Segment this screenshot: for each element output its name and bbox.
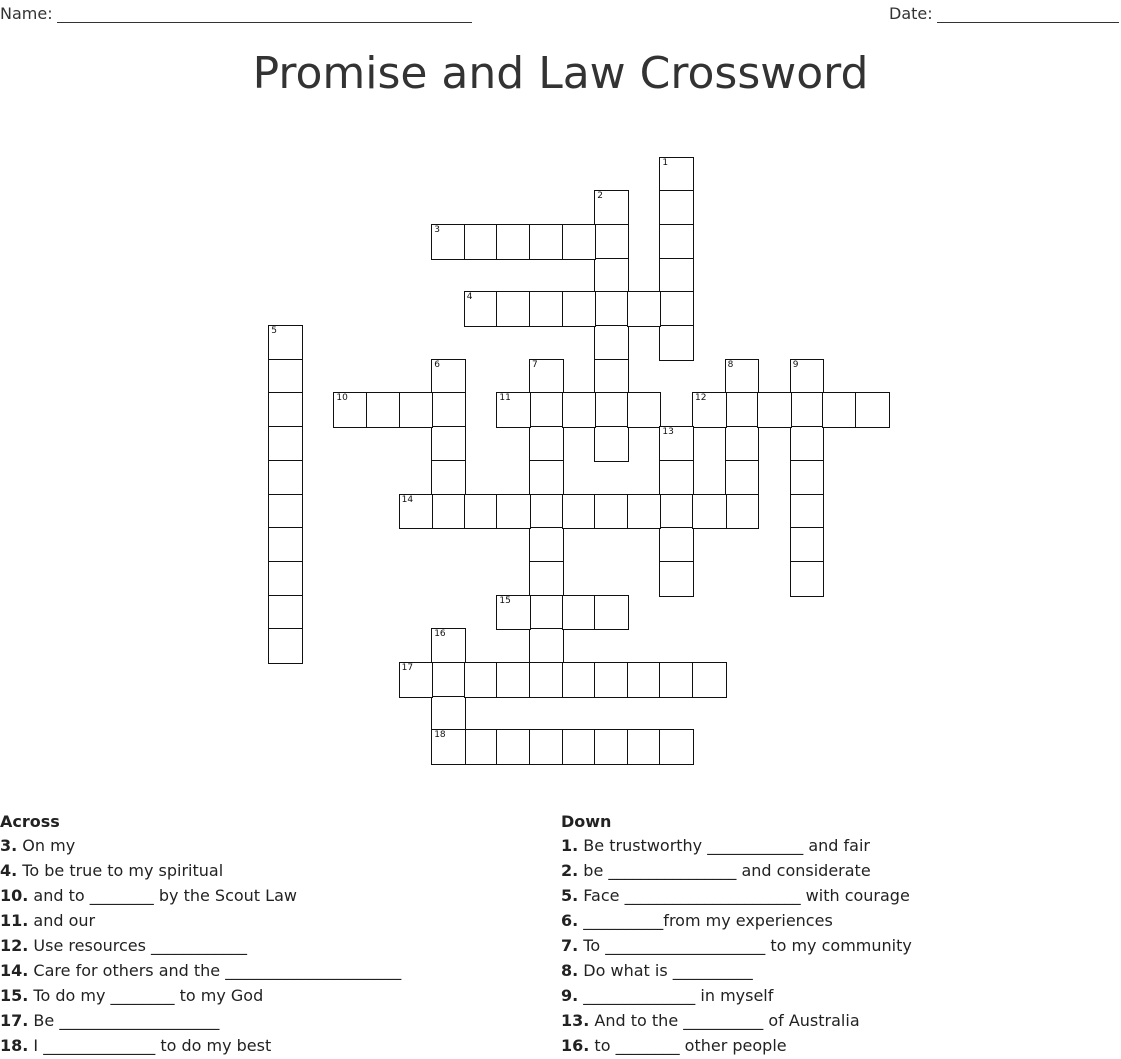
across-clue-list <box>0 833 540 1058</box>
clue-text: To do my ________ to my God <box>28 986 264 1005</box>
grid-cell[interactable] <box>594 494 629 530</box>
grid-cell[interactable] <box>594 224 629 260</box>
grid-cell[interactable] <box>399 392 434 428</box>
grid-cell[interactable] <box>659 291 694 327</box>
grid-cell[interactable] <box>268 527 303 563</box>
grid-cell[interactable] <box>529 460 564 496</box>
grid-cell[interactable] <box>431 628 466 664</box>
grid-cell[interactable] <box>562 224 597 260</box>
grid-cell[interactable] <box>496 494 531 530</box>
grid-cell[interactable] <box>431 392 466 428</box>
grid-cell[interactable] <box>496 291 531 327</box>
grid-cell[interactable] <box>562 662 597 698</box>
clue-num: 9. <box>561 986 579 1005</box>
clue-num: 3. <box>0 836 18 855</box>
grid-cell[interactable] <box>431 224 466 260</box>
grid-cell[interactable] <box>790 426 825 462</box>
grid-cell[interactable] <box>529 662 564 698</box>
clue-num: 17. <box>0 1011 29 1030</box>
grid-cell[interactable] <box>431 426 466 462</box>
clue-number: 8 <box>727 359 734 370</box>
grid-cell[interactable] <box>529 527 564 563</box>
grid-cell[interactable] <box>659 729 694 765</box>
grid-cell[interactable] <box>529 426 564 462</box>
grid-cell[interactable] <box>496 595 531 631</box>
grid-cell[interactable] <box>659 325 694 361</box>
grid-cell[interactable] <box>268 359 303 395</box>
grid-cell[interactable] <box>562 494 597 530</box>
clue-text: and our <box>28 911 96 930</box>
grid-cell[interactable] <box>562 729 597 765</box>
across-clue <box>0 1008 540 1033</box>
grid-cell[interactable] <box>529 729 564 765</box>
across-clues <box>0 811 540 1058</box>
down-clue <box>561 858 1121 883</box>
clue-text: Care for others and the ______________________ <box>28 961 402 980</box>
clue-num: 11. <box>0 911 29 930</box>
grid-cell[interactable] <box>627 291 662 327</box>
clue-number: 7 <box>532 359 538 370</box>
clue-num: 12. <box>0 936 29 955</box>
grid-cell[interactable] <box>333 392 368 428</box>
grid-cell[interactable] <box>268 392 303 428</box>
grid-cell[interactable] <box>659 157 694 193</box>
across-clue <box>0 883 540 908</box>
clue-num: 18. <box>0 1036 29 1055</box>
grid-cell[interactable] <box>268 426 303 462</box>
grid-cell[interactable] <box>594 291 629 327</box>
clue-number: 9 <box>792 359 799 370</box>
grid-cell[interactable] <box>594 662 629 698</box>
grid-cell[interactable] <box>464 494 499 530</box>
across-clue <box>0 833 540 858</box>
clue-number: 3 <box>434 224 440 235</box>
grid-cell[interactable] <box>659 258 694 294</box>
grid-cell[interactable] <box>431 359 466 395</box>
grid-cell[interactable] <box>692 392 727 428</box>
grid-cell[interactable] <box>594 325 629 361</box>
grid-cell[interactable] <box>594 729 629 765</box>
grid-cell[interactable] <box>659 190 694 226</box>
clue-text: Be ____________________ <box>28 1011 220 1030</box>
grid-cell[interactable] <box>692 662 727 698</box>
down-clue <box>561 883 1121 908</box>
clue-text: Be trustworthy ____________ and fair <box>578 836 870 855</box>
grid-cell[interactable] <box>659 460 694 496</box>
across-heading: Across <box>0 812 60 831</box>
clue-text: ______________ in myself <box>578 986 774 1005</box>
grid-cell[interactable] <box>725 494 760 530</box>
across-clue <box>0 1033 540 1058</box>
clue-num: 2. <box>561 861 579 880</box>
grid-cell[interactable] <box>268 494 303 530</box>
grid-cell[interactable] <box>268 595 303 631</box>
grid-cell[interactable] <box>562 595 597 631</box>
clue-num: 16. <box>561 1036 590 1055</box>
grid-cell[interactable] <box>529 359 564 395</box>
clue-num: 5. <box>561 886 579 905</box>
clue-number: 1 <box>662 157 669 168</box>
across-clue <box>0 933 540 958</box>
grid-cell[interactable] <box>529 224 564 260</box>
grid-cell[interactable] <box>757 392 792 428</box>
down-clues <box>561 811 1121 1058</box>
grid-cell[interactable] <box>659 527 694 563</box>
clue-num: 8. <box>561 961 579 980</box>
grid-cell[interactable] <box>431 696 466 732</box>
grid-cell[interactable] <box>431 460 466 496</box>
clue-number: 5 <box>271 326 277 336</box>
across-clue <box>0 958 540 983</box>
grid-cell[interactable] <box>431 494 466 530</box>
name-label: Name: <box>0 4 53 23</box>
clue-text: I ______________ to do my best <box>28 1036 272 1055</box>
grid-cell[interactable] <box>562 392 597 428</box>
grid-cell[interactable] <box>464 224 499 260</box>
clue-num: 6. <box>561 911 579 930</box>
clue-text: Face ______________________ with courage <box>578 886 910 905</box>
grid-cell[interactable] <box>464 662 499 698</box>
down-clue <box>561 1008 1121 1033</box>
grid-cell[interactable] <box>790 392 825 428</box>
across-clue <box>0 908 540 933</box>
grid-cell[interactable] <box>627 729 662 765</box>
grid-cell[interactable] <box>529 392 564 428</box>
grid-cell[interactable] <box>496 392 531 428</box>
clue-text: On my <box>17 836 76 855</box>
grid-cell[interactable] <box>790 494 825 530</box>
clue-number: 14 <box>401 494 414 505</box>
clue-num: 14. <box>0 961 29 980</box>
down-clue-list <box>561 833 1121 1058</box>
down-heading: Down <box>561 812 612 831</box>
clue-number: 17 <box>401 663 414 673</box>
grid-cell[interactable] <box>529 494 564 530</box>
clue-number: 4 <box>466 292 473 303</box>
clue-text: And to the __________ of Australia <box>589 1011 860 1030</box>
grid-cell[interactable] <box>594 190 629 226</box>
grid-cell[interactable] <box>725 392 760 428</box>
grid-cell[interactable] <box>366 392 401 428</box>
down-clue <box>561 833 1121 858</box>
grid-cell[interactable] <box>399 662 434 698</box>
grid-cell[interactable] <box>529 291 564 327</box>
grid-cell[interactable] <box>627 392 662 428</box>
grid-cell[interactable] <box>692 494 727 530</box>
grid-cell[interactable] <box>268 628 303 664</box>
grid-cell[interactable] <box>627 662 662 698</box>
grid-cell[interactable] <box>594 392 629 428</box>
grid-cell[interactable] <box>725 460 760 496</box>
grid-cell[interactable] <box>725 426 760 462</box>
clue-num: 10. <box>0 886 29 905</box>
clue-number: 10 <box>336 393 348 404</box>
clue-text: __________from my experiences <box>578 911 833 930</box>
clue-number: 15 <box>499 595 511 606</box>
clue-number: 6 <box>434 359 440 370</box>
grid-cell[interactable] <box>431 729 466 765</box>
grid-cell[interactable] <box>659 494 694 530</box>
grid-cell[interactable] <box>659 426 694 462</box>
grid-cell[interactable] <box>790 527 825 563</box>
down-clue <box>561 983 1121 1008</box>
clue-number: 18 <box>434 730 446 741</box>
grid-cell[interactable] <box>431 662 466 698</box>
clue-num: 13. <box>561 1011 590 1030</box>
grid-cell[interactable] <box>627 494 662 530</box>
grid-cell[interactable] <box>790 460 825 496</box>
clue-text: to ________ other people <box>589 1036 787 1055</box>
clue-num: 15. <box>0 986 29 1005</box>
grid-cell[interactable] <box>464 729 499 765</box>
clue-num: 4. <box>0 861 18 880</box>
grid-cell[interactable] <box>659 561 694 597</box>
across-clue <box>0 983 540 1008</box>
grid-cell[interactable] <box>790 359 825 395</box>
clue-text: To ____________________ to my community <box>578 936 912 955</box>
clue-number: 13 <box>662 427 674 438</box>
down-clue <box>561 933 1121 958</box>
clue-number: 16 <box>434 629 446 640</box>
page-title: Promise and Law Crossword <box>252 48 869 99</box>
grid-cell[interactable] <box>659 662 694 698</box>
grid-cell[interactable] <box>268 561 303 597</box>
grid-cell[interactable] <box>822 392 857 428</box>
grid-cell[interactable] <box>594 426 629 462</box>
grid-cell[interactable] <box>725 359 760 395</box>
grid-cell[interactable] <box>496 224 531 260</box>
clue-text: Use resources ____________ <box>28 936 248 955</box>
grid-cell[interactable] <box>268 460 303 496</box>
down-clue <box>561 1033 1121 1058</box>
grid-cell[interactable] <box>594 359 629 395</box>
grid-cell[interactable] <box>529 628 564 664</box>
grid-cell[interactable] <box>496 729 531 765</box>
grid-cell[interactable] <box>529 595 564 631</box>
clue-text: be ________________ and considerate <box>578 861 871 880</box>
clue-text: To be true to my spiritual <box>17 861 224 880</box>
clue-number: 12 <box>695 393 707 404</box>
grid-cell[interactable] <box>790 561 825 597</box>
clue-number: 11 <box>499 393 511 404</box>
clue-num: 7. <box>561 936 579 955</box>
grid-cell[interactable] <box>496 662 531 698</box>
clue-text: and to ________ by the Scout Law <box>28 886 297 905</box>
grid-cell[interactable] <box>464 291 499 327</box>
across-clue <box>0 858 540 883</box>
grid-cell[interactable] <box>562 291 597 327</box>
clue-number: 2 <box>597 191 603 202</box>
date-label: Date: <box>889 4 933 23</box>
down-clue <box>561 908 1121 933</box>
grid-cell[interactable] <box>594 258 629 294</box>
clue-num: 1. <box>561 836 579 855</box>
clue-text: Do what is __________ <box>578 961 753 980</box>
grid-cell[interactable] <box>594 595 629 631</box>
grid-cell[interactable] <box>399 494 434 530</box>
grid-cell[interactable] <box>268 325 303 361</box>
grid-cell[interactable] <box>529 561 564 597</box>
grid-cell[interactable] <box>659 224 694 260</box>
down-clue <box>561 958 1121 983</box>
grid-cell[interactable] <box>855 392 890 428</box>
